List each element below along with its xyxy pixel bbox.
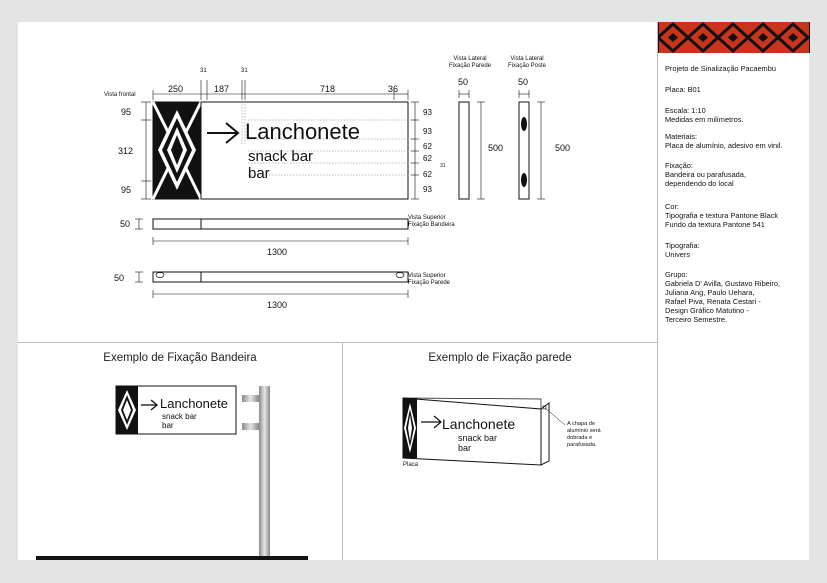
label-vista-lateral-parede: Vista Lateral Fixação Parede	[448, 56, 492, 69]
top-view-bandeira	[153, 219, 408, 229]
panel-tipografia: Tipografia: Univers	[665, 241, 700, 259]
label-vista-lateral-poste: Vista Lateral Fixação Poste	[507, 56, 547, 69]
technical-drawing	[18, 22, 657, 342]
dim-side-500-post: 500	[555, 143, 571, 153]
panel-grupo: Grupo: Gabriela D' Avilla, Gustavo Ribeiro, Juliana Ang, Paulo Uehara, Rafael Piva, Renata Cestari - Design Gráfico Matutino - Terceiro Semestre.	[665, 270, 781, 324]
dim-1300-b: 1300	[267, 300, 288, 310]
example-bandeira-title: Lanchonete	[160, 396, 228, 411]
dim-top-718: 718	[320, 84, 336, 94]
dim-31-a: 31	[200, 68, 207, 74]
example-bandeira-line3: bar	[162, 421, 174, 430]
note-chapa: A chapa de alumínio será dobrada e parafusada.	[567, 421, 601, 448]
example-bandeira-line2: snack bar	[162, 412, 197, 421]
dim-left-95-bottom: 95	[121, 185, 132, 195]
example-parede	[343, 343, 657, 560]
panel-cor: Cor: Tipografia e textura Pantone Black Fundo da textura Pantone 541	[665, 202, 779, 229]
drawing-sheet	[18, 22, 809, 560]
example-parede-line3: bar	[458, 443, 472, 453]
dim-right-62-c: 62	[423, 170, 432, 179]
dim-side-50-post: 50	[518, 77, 529, 87]
panel-materiais: Materiais: Placa de alumínio, adesivo em vinil.	[665, 132, 783, 150]
dim-top-250: 250	[168, 84, 184, 94]
texture-panel	[153, 102, 201, 199]
dim-top-187: 187	[214, 84, 230, 94]
label-vista-superior-parede: Vista Superior Fixação Parede	[408, 273, 451, 286]
dim-left-312: 312	[118, 146, 134, 156]
label-vista-superior-bandeira: Vista Superior Fixação Bandeira	[408, 215, 455, 228]
dim-31-b: 31	[241, 68, 248, 74]
info-panel	[657, 22, 810, 560]
panel-placa: Placa: B01	[665, 85, 701, 94]
title-fixacao-parede: Exemplo de Fixação parede	[428, 352, 572, 364]
dim-top-36: 36	[388, 84, 399, 94]
panel-fixacao: Fixação: Bandeira ou parafusada, dependendo do local	[665, 161, 746, 188]
dim-1300-a: 1300	[267, 247, 288, 257]
panel-project: Projeto de Sinalização Pacaembu	[665, 64, 776, 73]
pattern-header	[658, 22, 810, 53]
dim-right-93-c: 93	[423, 185, 432, 194]
side-view-wall	[459, 102, 469, 199]
top-view-parede	[153, 272, 408, 282]
sign-subtitle-1: snack bar	[248, 148, 314, 165]
dim-right-93-b: 93	[423, 127, 432, 136]
dim-right-62-a: 62	[423, 142, 432, 151]
label-vista-frontal: Vista frontal	[104, 92, 136, 98]
dim-left-95-top: 95	[121, 107, 132, 117]
dim-top-view-50-b: 50	[114, 273, 125, 283]
example-parede-line2: snack bar	[458, 433, 498, 443]
example-bandeira	[18, 343, 342, 560]
sign-subtitle-2: bar	[248, 165, 270, 182]
sign-title: Lanchonete	[245, 119, 360, 144]
title-fixacao-bandeira: Exemplo de Fixação Bandeira	[103, 352, 257, 364]
label-placa: Placa	[403, 462, 419, 468]
panel-escala: Escala: 1:10 Medidas em milímetros.	[665, 106, 744, 124]
example-parede-title: Lanchonete	[442, 416, 516, 432]
dim-right-62-b: 62	[423, 154, 432, 163]
dim-side-50-wall: 50	[458, 77, 469, 87]
dim-right-93-a: 93	[423, 108, 432, 117]
dim-31-small: 31	[440, 163, 446, 169]
dim-top-view-50-a: 50	[120, 219, 131, 229]
dim-side-500-wall: 500	[488, 143, 504, 153]
